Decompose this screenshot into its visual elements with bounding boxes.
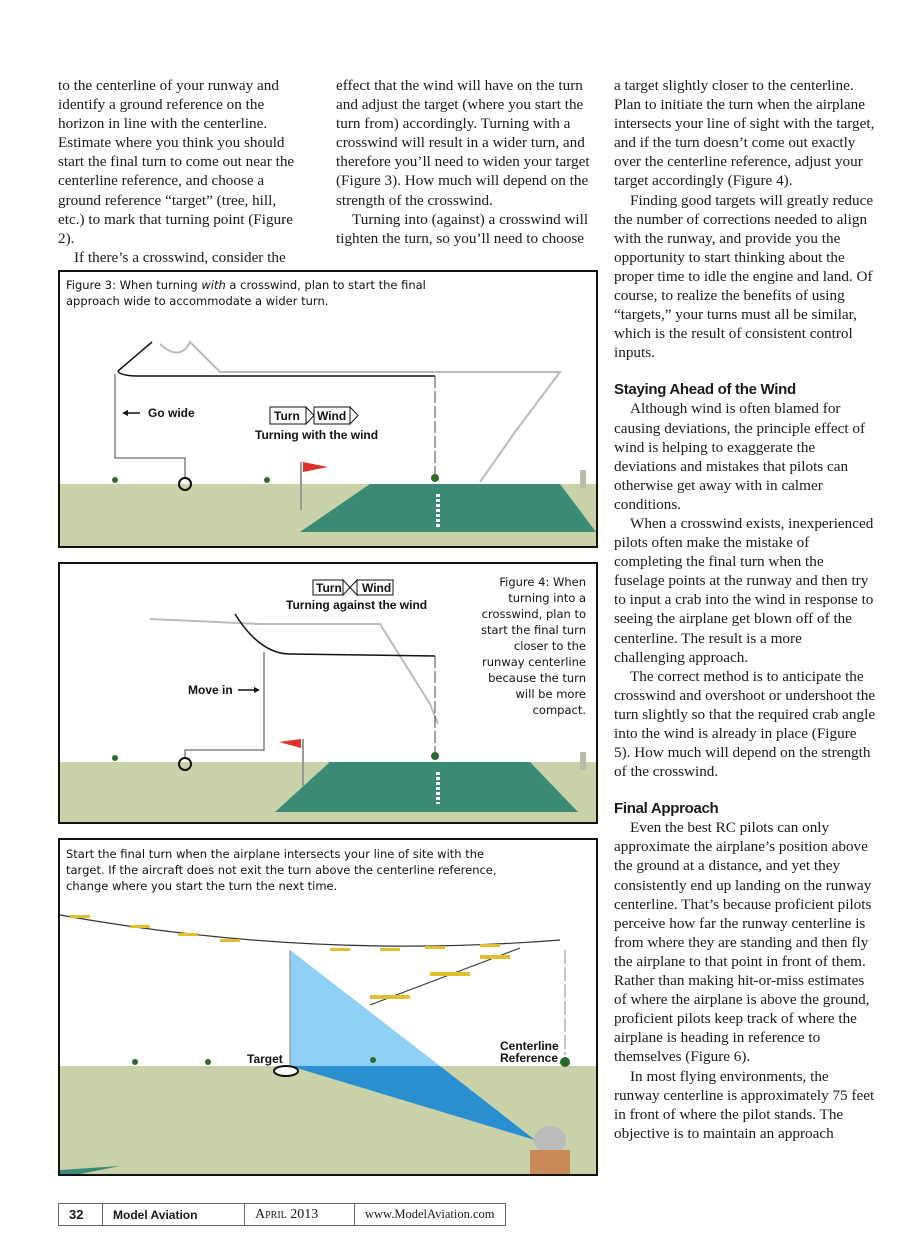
windsock-icon bbox=[303, 462, 328, 472]
page-footer bbox=[58, 1203, 506, 1226]
paragraph: a target slightly closer to the centerline. Plan to initiate the turn when the airplane intersects your line of sight with the target, and if the turn doesn’t come out exactly over the centerline reference, adjust your target accordingly (Figure 4). bbox=[614, 77, 875, 190]
paragraph: effect that the wind will have on the turn and adjust the target (where you start the turn from) accordingly. Turning with a crosswind will result in a wider turn, and therefore you’ll need to widen your target (Figure 3). How much will depend on the strength of the crosswind. bbox=[336, 77, 590, 209]
svg-text:Turn: Turn bbox=[316, 581, 342, 595]
target-icon bbox=[274, 1066, 298, 1076]
magazine-name: Model Aviation bbox=[103, 1204, 245, 1225]
turn-wind-arrows bbox=[270, 407, 358, 424]
sight-cone-sky bbox=[290, 950, 440, 1066]
paragraph: Finding good targets will greatly reduce the number of corrections needed to align with the runway, and provide you the opportunity to start thinking about the proper time to idle the engine and land. Of course, to realize the benefits of using “targets,” your turns must all be similar, which is the result of consistent control inputs. bbox=[614, 191, 874, 362]
svg-text:Wind: Wind bbox=[362, 581, 392, 595]
paragraph: The correct method is to anticipate the crosswind and overshoot or undershoot the turn slightly so that the required crab angle into the wind is already in place (Figure 5). How much will depend on the strength of the crosswind. bbox=[614, 667, 876, 781]
pilot-icon bbox=[580, 470, 586, 488]
figure-3-caption: Figure 3: When turning with a crosswind, plan to start the final approach wide to accommodate a wider turn. bbox=[66, 278, 426, 308]
windsock-icon bbox=[279, 739, 301, 748]
flight-path bbox=[60, 915, 560, 946]
turn-wind-arrows bbox=[313, 580, 393, 595]
figure-3 bbox=[58, 270, 598, 548]
paragraph: Although wind is often blamed for causing deviations, the principle effect of wind is helping to exaggerate the deviations and mistakes that pilots can otherwise get away with in calmer conditions. bbox=[614, 400, 866, 513]
flight-path bbox=[235, 614, 435, 656]
paragraph: When a crosswind exists, inexperienced pilots often make the mistake of completing the final turn when the fuselage points at the runway and then try to input a crab into the wind in response to seeing the airplane get blown off of the centerline. The result is a more challenging approach. bbox=[614, 514, 874, 666]
figure-5 bbox=[58, 838, 598, 1176]
paragraph: Even the best RC pilots can only approximate the airplane’s position above the ground at a distance, and yet they consistently end up landing on the runway centerline. That’s because proficient pilots perceive how far the runway centerline is from where they are standing and then fly the airplane to that point in front of them. Rather than making hit-or-miss estimates of where the airplane is above the ground, proficient pilots keep track of where the airplane is heading in reference to themselves (Figure 6). bbox=[614, 819, 872, 1066]
ground bbox=[60, 1066, 598, 1176]
section-heading: Staying Ahead of the Wind bbox=[614, 381, 796, 399]
move-in-label: Move in bbox=[188, 683, 233, 697]
pilot-icon bbox=[580, 752, 586, 770]
pilot-icon bbox=[530, 1126, 570, 1176]
turning-against-wind-label: Turning against the wind bbox=[286, 598, 428, 612]
issue-date: April 2013 bbox=[245, 1204, 355, 1225]
svg-text:Wind: Wind bbox=[317, 409, 347, 423]
figure-3-diagram bbox=[60, 272, 598, 548]
paragraph: In most flying environments, the runway centerline is approximately 75 feet in front of where the pilot stands. The objective is to maintain an approach bbox=[614, 1067, 875, 1142]
column-1 bbox=[58, 76, 303, 267]
turning-with-wind-label: Turning with the wind bbox=[255, 428, 379, 442]
page-number: 32 bbox=[59, 1204, 103, 1225]
website-link[interactable]: www.ModelAviation.com bbox=[365, 1207, 495, 1221]
paragraph: Turning into (against) a crosswind will tighten the turn, so you’ll need to choose bbox=[336, 210, 589, 247]
column-3 bbox=[614, 76, 876, 1143]
column-2 bbox=[336, 76, 598, 248]
target-label: Target bbox=[247, 1052, 283, 1066]
figure-5-caption: Start the final turn when the airplane intersects your line of site with the target. If the aircraft does not exit the turn above the centerline reference, change where you start the turn the next time. bbox=[66, 847, 497, 893]
svg-text:Turn: Turn bbox=[274, 409, 300, 423]
flight-path bbox=[118, 342, 435, 376]
ghost-path bbox=[160, 342, 560, 482]
figure-4-caption: Figure 4: When turning into a crosswind, plan to start the final turn closer to the runway centerline because the turn will be more compact. bbox=[480, 575, 586, 717]
paragraph: If there’s a crosswind, consider the bbox=[74, 248, 286, 266]
figure-5-diagram bbox=[60, 840, 598, 1176]
reference-label: Reference bbox=[500, 1051, 559, 1065]
figure-4 bbox=[58, 562, 598, 824]
centerline-label: Centerline bbox=[500, 1039, 559, 1053]
paragraph: to the centerline of your runway and identify a ground reference on the horizon in line with the centerline. Estimate where you think you should start the final turn to come out near the centerline reference, and choose a ground reference “target” (tree, hill, etc.) to mark that turning point (Figure 2). bbox=[58, 77, 295, 247]
go-wide-label: Go wide bbox=[148, 406, 195, 420]
section-heading: Final Approach bbox=[614, 800, 719, 818]
